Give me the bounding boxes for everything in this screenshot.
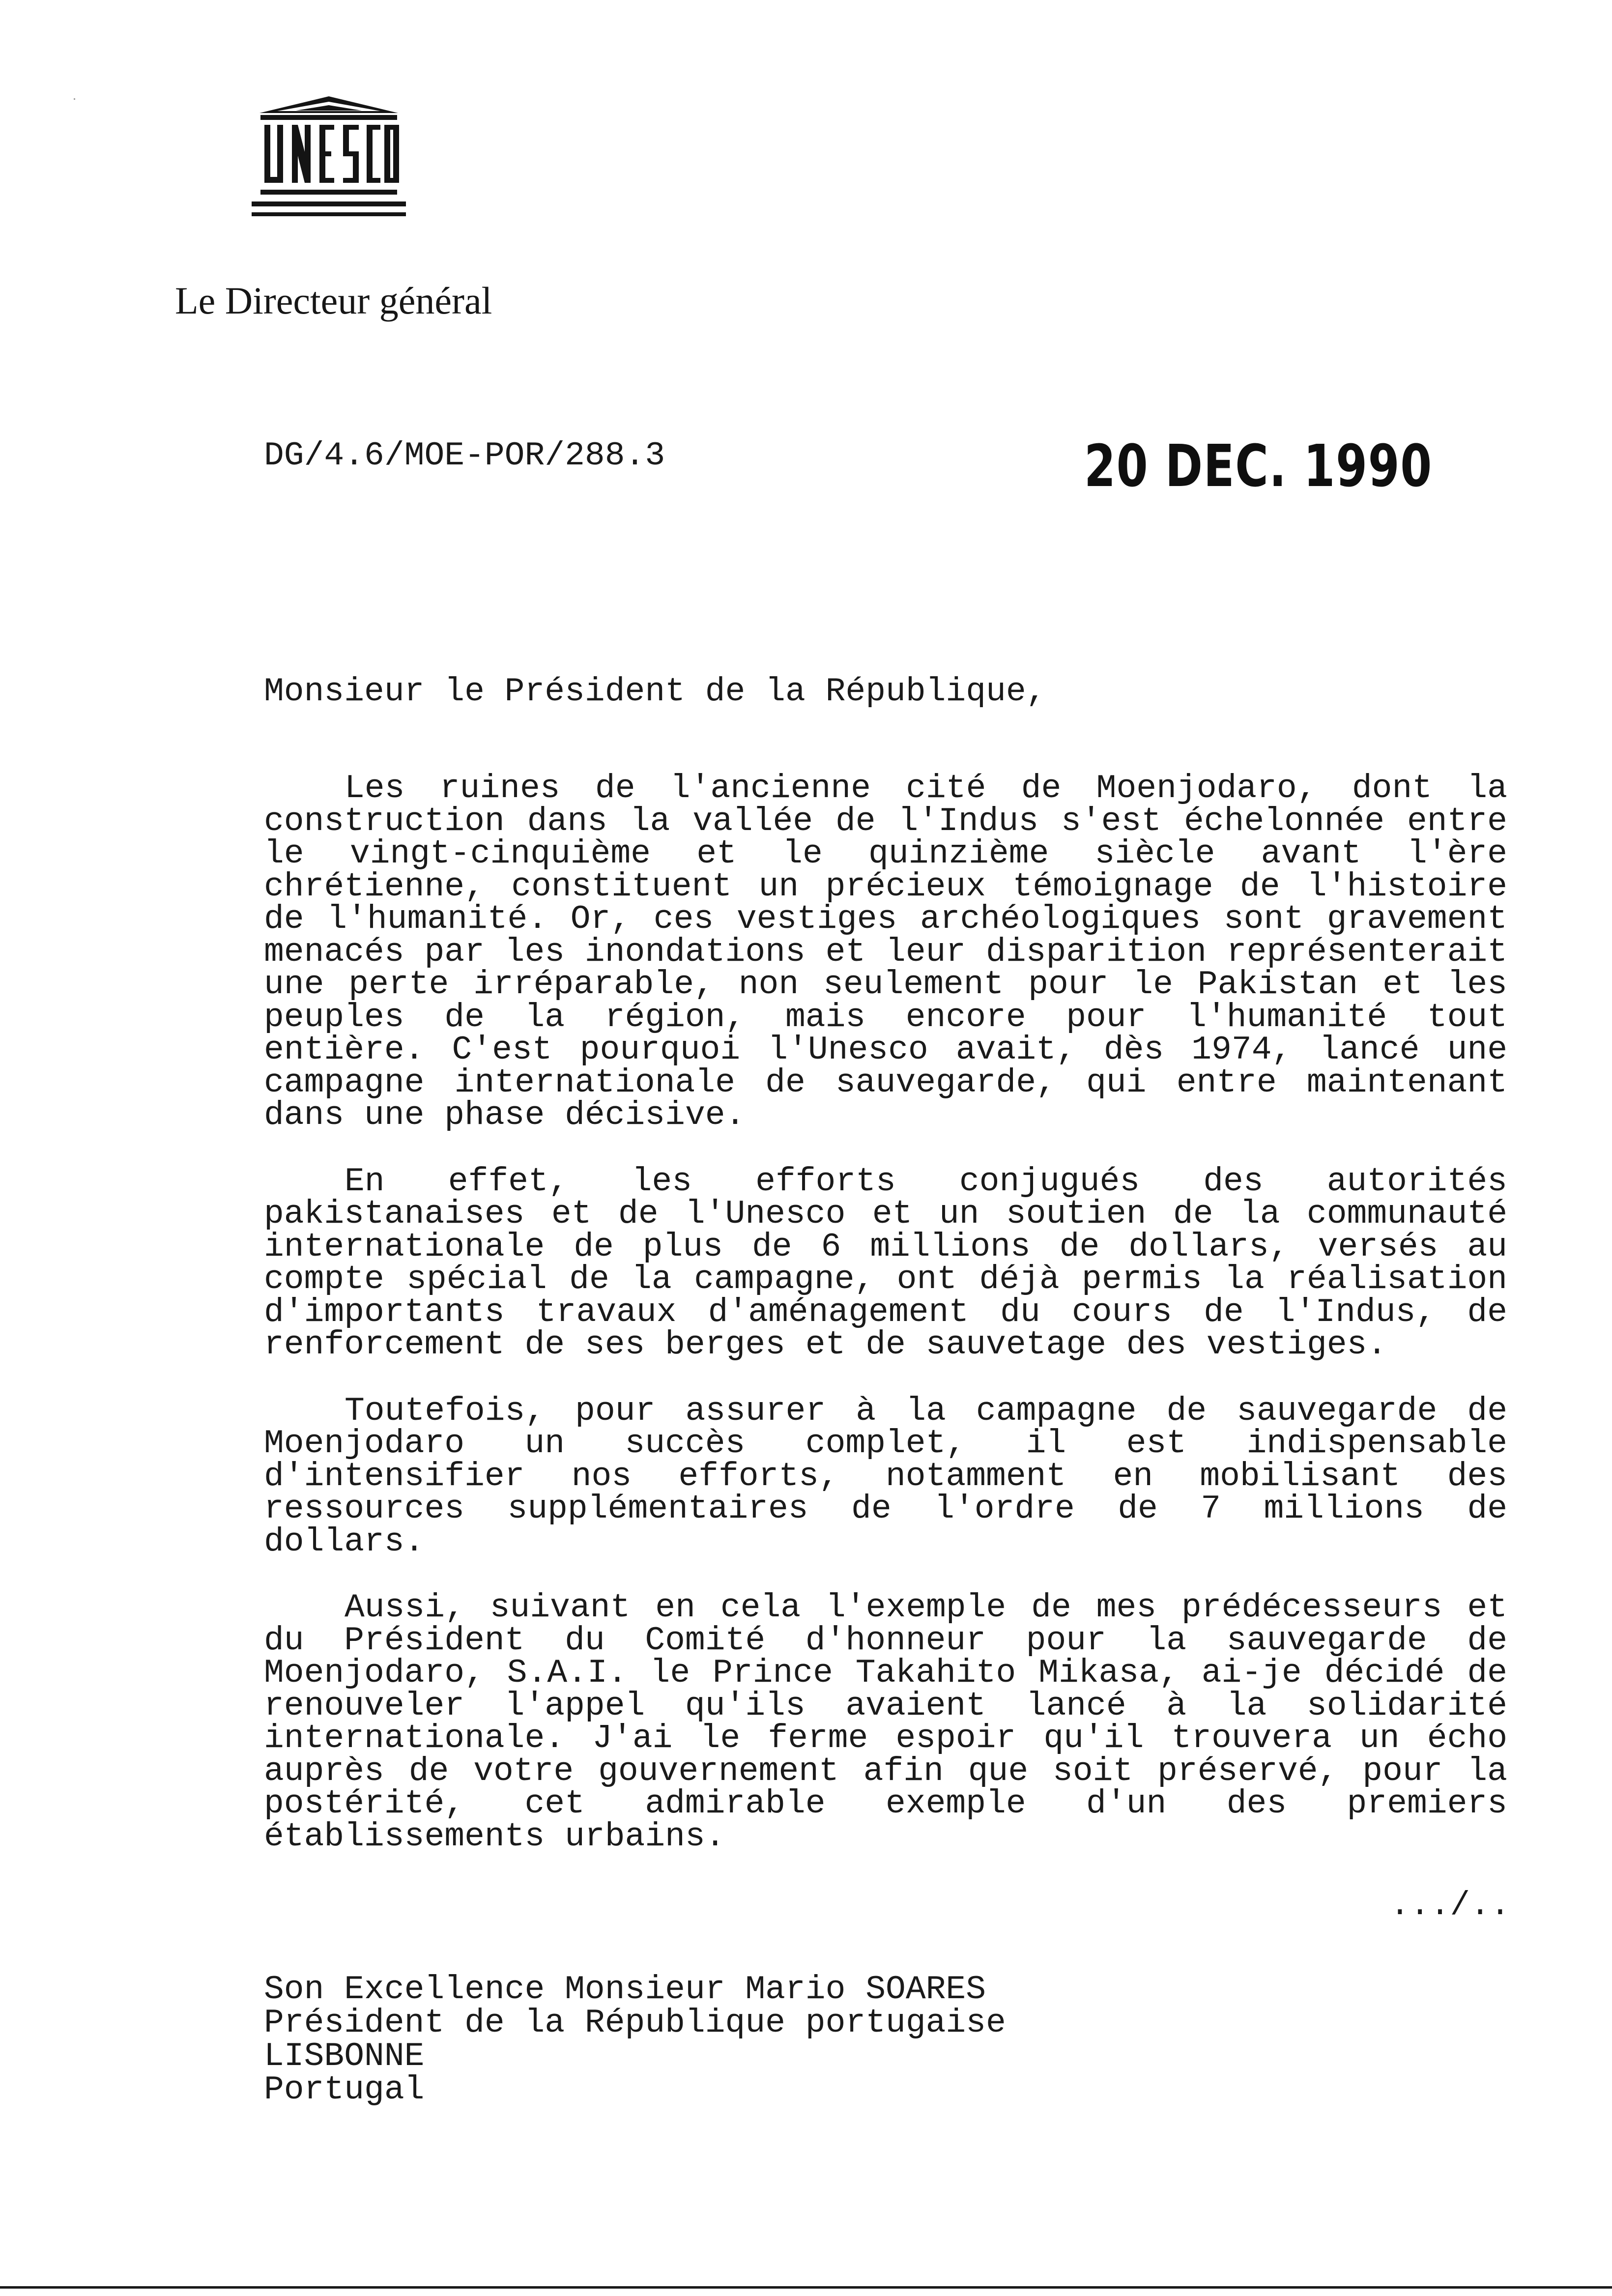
reference-number: DG/4.6/MOE-POR/288.3 — [264, 437, 665, 475]
unesco-logo — [252, 96, 406, 218]
recipient-address — [264, 1973, 1006, 2107]
org-title: Le Directeur général — [175, 279, 492, 322]
salutation: Monsieur le Président de la République, — [264, 673, 1046, 711]
address-line: Président de la République portugaise — [264, 2004, 1006, 2042]
letter-body — [264, 770, 1508, 1887]
unesco-temple-emblem — [252, 96, 406, 218]
address-line: Son Excellence Monsieur Mario SOARES — [264, 1971, 986, 2009]
address-line: LISBONNE — [264, 2038, 425, 2075]
paragraph: En effet, les efforts conjugués des autorités pakistanaises et de l'Unesco et un soutien de la communauté internationale de plus de 6 millions de dollars, versés au compte spécial de la campagne, ont déjà permis la réalisation d'importants travaux d'aménagement du cours de l'Indus, de renforcement de ses berges et de sauvetage des vestiges. — [264, 1162, 1507, 1364]
paragraph: Toutefois, pour assurer à la campagne de sauvegarde de Moenjodaro un succès complet, il est indispensable d'intensifier nos efforts, notamment en mobilisant des ressources supplémentaires de l'ordre de 7 millions de dollars. — [264, 1392, 1507, 1561]
scan-speck — [74, 98, 75, 100]
footer-rule — [0, 2286, 1612, 2289]
date-stamp: 20 DEC. 1990 — [1084, 432, 1433, 500]
paragraph: Les ruines de l'ancienne cité de Moenjodaro, dont la construction dans la vallée de l'Indus s'est échelonnée entre le vingt-cinquième et le quinzième siècle avant l'ère chrétienne, constituent un précieux témoignage de l'histoire de l'humanité. Or, ces vestiges archéologiques sont gravement menacés par les inondations et leur disparition représenterait une perte irréparable, non seulement pour le Pakistan et les peuples de la région, mais encore pour l'humanité tout entière. C'est pourquoi l'Unesco avait, dès 1974, lancé une campagne internationale de sauvegarde, qui entre maintenant dans une phase décisive. — [264, 770, 1508, 1134]
address-line: Portugal — [264, 2071, 425, 2109]
paragraph: Aussi, suivant en cela l'exemple de mes prédécesseurs et du Président du Comité d'honneur pour la sauvegarde de Moenjodaro, S.A.I. le Prince Takahito Mikasa, ai-je décidé de renouveler l'appel qu'ils avaient lancé à la solidarité internationale. J'ai le ferme espoir qu'il trouvera un écho auprès de votre gouvernement afin que soit préservé, pour la postérité, cet admirable exemple d'un des premiers établissements urbains. — [264, 1589, 1507, 1856]
continuation-mark: .../.. — [1390, 1887, 1510, 1924]
